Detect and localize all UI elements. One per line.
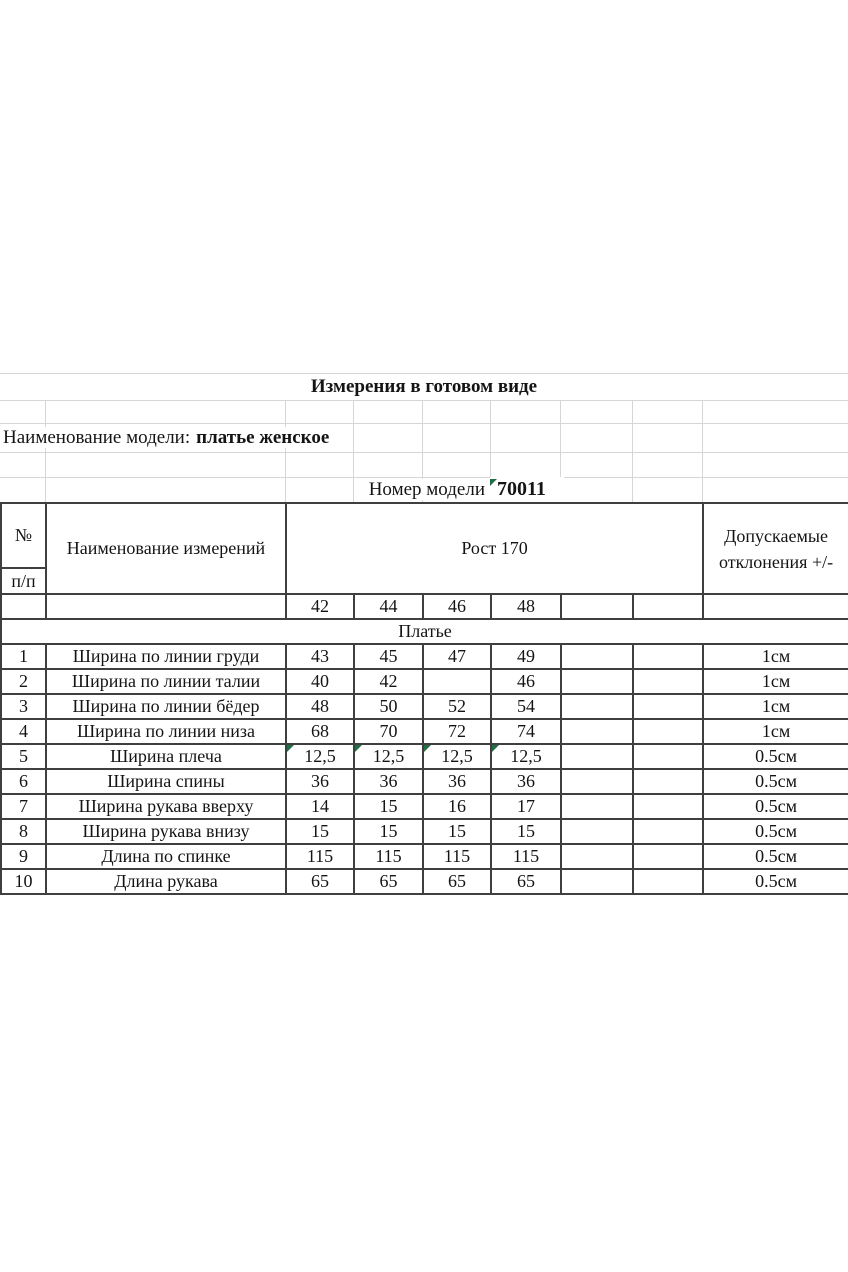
row-number-cell: 2 [1,669,46,694]
model-name-row [0,423,337,452]
measurement-row [1,769,848,794]
empty-cell [561,769,633,794]
gridline-vertical [702,400,703,502]
gridline-horizontal [0,400,848,401]
empty-cell [46,594,286,619]
header-height-group-cell: Рост 170 [286,503,703,594]
tolerance-cell: 1см [703,644,848,669]
value-cell: 65 [491,869,561,894]
measurement-row [1,744,848,769]
value-cell: 17 [491,794,561,819]
value-cell: 115 [354,844,423,869]
empty-cell [633,819,703,844]
measurement-name-cell: Ширина по линии груди [46,644,286,669]
empty-cell [633,794,703,819]
row-number-cell: 8 [1,819,46,844]
row-number-cell: 4 [1,719,46,744]
tolerance-cell: 1см [703,694,848,719]
empty-cell [561,644,633,669]
value-cell: 15 [354,794,423,819]
header-no-cell: № [1,503,46,568]
empty-cell [1,594,46,619]
value-cell: 45 [354,644,423,669]
value-cell: 49 [491,644,561,669]
value-cell: 68 [286,719,354,744]
value-cell: 36 [491,769,561,794]
model-number-value: 70011 [497,478,546,500]
value-cell: 14 [286,794,354,819]
size-cell: 46 [423,594,491,619]
tolerance-cell: 0.5см [703,794,848,819]
empty-cell [633,644,703,669]
row-number-cell: 7 [1,794,46,819]
cell-flag-icon [287,745,294,752]
value-cell: 50 [354,694,423,719]
tolerance-cell: 1см [703,669,848,694]
size-cell [561,594,633,619]
value-cell: 15 [423,819,491,844]
value-cell: 47 [423,644,491,669]
model-number-cell [490,477,564,502]
row-number-cell: 9 [1,844,46,869]
value-cell: 16 [423,794,491,819]
value-cell: 65 [354,869,423,894]
empty-cell [633,744,703,769]
empty-cell [633,869,703,894]
value-cell: 36 [423,769,491,794]
value-cell: 42 [354,669,423,694]
measurement-row [1,869,848,894]
value-cell: 52 [423,694,491,719]
gridline-horizontal [0,452,848,453]
measurement-row [1,719,848,744]
value-cell: 15 [491,819,561,844]
empty-cell [561,869,633,894]
value-cell: 12,5 [491,744,561,769]
empty-cell [633,769,703,794]
tolerance-cell: 0.5см [703,869,848,894]
sheet-title: Измерения в готовом виде [310,376,538,397]
empty-cell [561,719,633,744]
table-header-row [1,503,848,568]
empty-cell [561,669,633,694]
empty-cell [633,719,703,744]
row-number-cell: 10 [1,869,46,894]
model-name-label: Наименование модели: [3,427,191,448]
header-tolerance-line1: Допускаемые [724,525,828,546]
value-cell: 65 [423,869,491,894]
tolerance-cell: 1см [703,719,848,744]
empty-cell [561,744,633,769]
measurement-row [1,844,848,869]
empty-cell [561,694,633,719]
value-cell: 15 [354,819,423,844]
value-cell: 43 [286,644,354,669]
row-number-cell: 3 [1,694,46,719]
model-number-label: Номер модели [368,479,485,500]
measurement-name-cell: Длина по спинке [46,844,286,869]
empty-cell [633,669,703,694]
measurement-name-cell: Ширина по линии бёдер [46,694,286,719]
tolerance-cell: 0.5см [703,744,848,769]
tolerance-cell: 0.5см [703,844,848,869]
header-tolerance-line2: отклонения +/- [718,551,834,572]
value-cell: 115 [286,844,354,869]
value-cell: 72 [423,719,491,744]
section-title-cell: Платье [1,619,848,644]
measurement-row [1,644,848,669]
header-tolerance-cell [703,503,848,594]
value-cell: 46 [491,669,561,694]
cell-flag-icon [424,745,431,752]
value-cell: 15 [286,819,354,844]
tolerance-cell: 0.5см [703,819,848,844]
cell-flag-icon [490,479,497,486]
section-row [1,619,848,644]
cell-flag-icon [355,745,362,752]
measurement-name-cell: Ширина по линии талии [46,669,286,694]
measurement-name-cell: Длина рукава [46,869,286,894]
header-pp-cell: п/п [1,568,46,594]
empty-cell [633,694,703,719]
measurement-row [1,819,848,844]
value-cell: 40 [286,669,354,694]
model-name-value: платье женское [196,427,330,448]
measurements-table [0,502,848,895]
value-cell: 115 [491,844,561,869]
measurement-name-cell: Ширина по линии низа [46,719,286,744]
empty-cell [561,819,633,844]
size-cell: 48 [491,594,561,619]
value-cell: 36 [354,769,423,794]
row-number-cell: 6 [1,769,46,794]
value-cell: 115 [423,844,491,869]
value-cell: 74 [491,719,561,744]
size-cell: 42 [286,594,354,619]
row-number-cell: 1 [1,644,46,669]
value-cell: 12,5 [423,744,491,769]
measurement-name-cell: Ширина плеча [46,744,286,769]
value-cell: 65 [286,869,354,894]
size-cell [633,594,703,619]
measurement-name-cell: Ширина рукава вверху [46,794,286,819]
measurement-name-cell: Ширина спины [46,769,286,794]
gridline-vertical [632,400,633,502]
size-header-row [1,594,848,619]
empty-cell [423,669,491,694]
value-cell: 36 [286,769,354,794]
measurement-row [1,694,848,719]
measurement-name-cell: Ширина рукава внизу [46,819,286,844]
empty-cell [633,844,703,869]
measurement-row [1,669,848,694]
size-cell: 44 [354,594,423,619]
cell-flag-icon [492,745,499,752]
empty-cell [703,594,848,619]
value-cell: 70 [354,719,423,744]
tolerance-cell: 0.5см [703,769,848,794]
row-number-cell: 5 [1,744,46,769]
header-measurement-cell: Наименование измерений [46,503,286,594]
value-cell: 54 [491,694,561,719]
model-number-label-cell [0,477,487,502]
value-cell: 12,5 [286,744,354,769]
empty-cell [561,794,633,819]
value-cell: 12,5 [354,744,423,769]
value-cell: 48 [286,694,354,719]
empty-cell [561,844,633,869]
measurement-row [1,794,848,819]
